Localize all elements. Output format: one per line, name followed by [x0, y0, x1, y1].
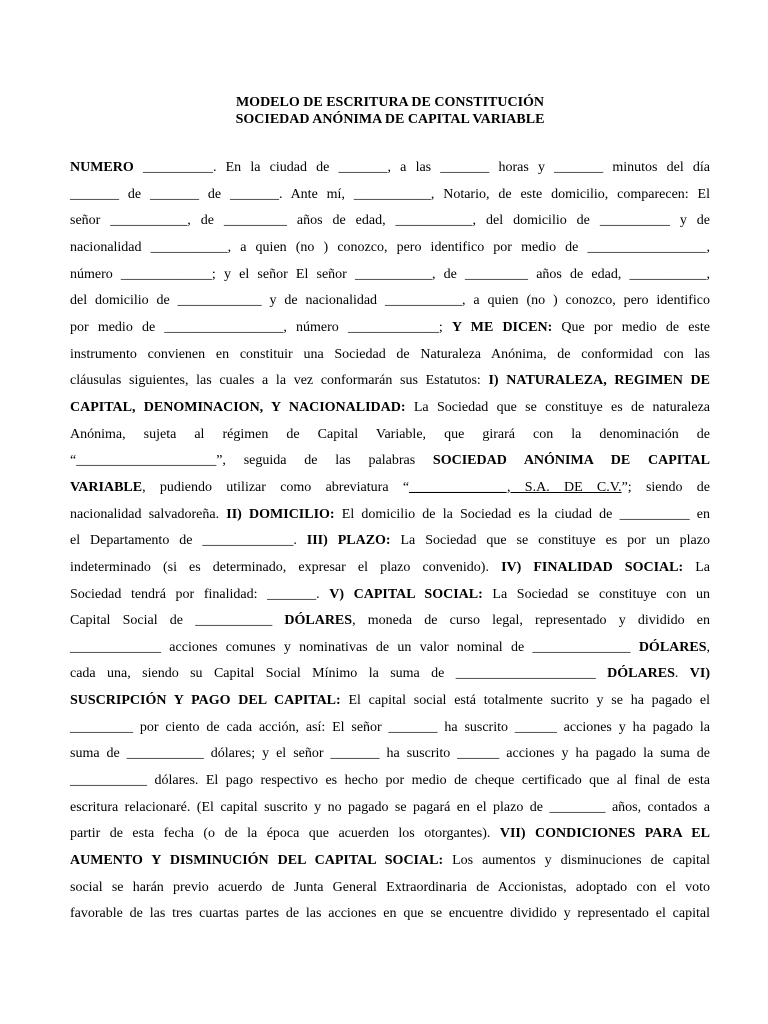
body-line — [70, 368, 710, 395]
body-line — [70, 235, 710, 262]
text-run: escritura relacionaré. (El capital suscrito y no pagado se pagará en el plazo de ________ años, contados a — [70, 799, 710, 815]
bold-text: VARIABLE — [70, 479, 143, 495]
text-run: Sociedad tendrá por finalidad: _______. — [70, 586, 330, 602]
body-line — [70, 502, 710, 529]
body-line — [70, 688, 710, 715]
text-run: _______ de _______ de _______. Ante mí, ___________, Notario, de este domicilio, comparecen: El — [70, 186, 710, 202]
bold-text: III) PLAZO: — [306, 533, 391, 549]
body-line — [70, 555, 710, 582]
body-line — [70, 821, 710, 848]
text-run: cláusulas siguientes, las cuales a la vez conformarán sus Estatutos: — [70, 373, 489, 389]
text-run: suma de ___________ dólares; y el señor _______ ha suscrito ______ acciones y ha pagado la suma de — [70, 746, 710, 762]
bold-text: I) NATURALEZA, REGIMEN DE — [488, 373, 710, 389]
text-run: Capital Social de ___________ — [70, 613, 285, 629]
text-run: instrumento convienen en constituir una Sociedad de Naturaleza Anónima, de conformidad con las — [70, 346, 710, 362]
text-run: . — [674, 666, 690, 682]
body-line — [70, 795, 710, 822]
body-line — [70, 741, 710, 768]
text-run: “____________________”, seguida de las palabras — [70, 453, 433, 469]
body-line — [70, 715, 710, 742]
bold-text: SOCIEDAD ANÓNIMA DE CAPITAL — [432, 453, 710, 469]
text-run: social se harán previo acuerdo de Junta General Extraordinaria de Accionistas, adoptado con el voto — [70, 879, 710, 895]
text-run: nacionalidad salvadoreña. — [70, 506, 227, 522]
text-run: El domicilio de la Sociedad es la ciudad de __________ en — [334, 506, 710, 522]
bold-text: VI) — [689, 666, 710, 682]
body-line — [70, 875, 710, 902]
body-line — [70, 422, 710, 449]
text-run: _________ por ciento de cada acción, así: El señor _______ ha suscrito ______ acciones y ha pagado la — [70, 719, 710, 735]
body-line — [70, 528, 710, 555]
body-line — [70, 155, 710, 182]
body-line — [70, 315, 710, 342]
text-run: Los aumentos y disminuciones de capital — [443, 853, 710, 869]
bold-text: SUSCRIPCIÓN Y PAGO DEL CAPITAL: — [70, 693, 341, 709]
bold-text: II) DOMICILIO: — [226, 506, 335, 522]
bold-text: IV) FINALIDAD SOCIAL: — [501, 559, 684, 575]
text-run: Anónima, sujeta al régimen de Capital Variable, que girará con la denominación de — [70, 426, 710, 442]
text-run: indeterminado (si es determinado, expresar el plazo convenido). — [70, 559, 502, 575]
body-line — [70, 475, 710, 502]
text-run: nacionalidad ___________, a quien (no ) conozco, pero identifico por medio de _________________, — [70, 239, 710, 255]
bold-text: NUMERO — [70, 160, 134, 175]
text-run: ”; siendo de — [621, 479, 711, 495]
body-line — [70, 582, 710, 609]
text-run: El capital social está totalmente sucrito y se ha pagado el — [340, 693, 710, 709]
text-run: Que por medio de este — [552, 319, 710, 335]
body-line — [70, 208, 710, 235]
bold-text: DÓLARES — [607, 666, 675, 682]
text-run: por medio de _________________, número _____________; — [70, 319, 452, 335]
text-run: La Sociedad que se constituye es por un plazo — [390, 533, 710, 549]
document-page — [70, 94, 710, 928]
bold-text: V) CAPITAL SOCIAL: — [329, 586, 483, 602]
text-run: señor ___________, de _________ años de edad, ___________, del domicilio de __________ y de — [70, 213, 710, 229]
body-line — [70, 288, 710, 315]
body-line — [70, 635, 710, 662]
bold-text: DÓLARES — [638, 639, 707, 655]
text-run: número _____________; y el señor El señor ___________, de _________ años de edad, ___________, — [70, 266, 710, 282]
bold-text: CAPITAL, DENOMINACION, Y NACIONALIDAD: — [70, 399, 406, 415]
text-run: el Departamento de _____________. — [70, 533, 307, 549]
document-title — [70, 94, 710, 128]
text-run: cada una, siendo su Capital Social Mínimo la suma de ____________________ — [70, 666, 608, 682]
body-line — [70, 608, 710, 635]
body-line — [70, 448, 710, 475]
text-run: __________. En la ciudad de _______, a las _______ horas y _______ minutos del día — [133, 160, 710, 175]
bold-text: AUMENTO Y DISMINUCIÓN DEL CAPITAL SOCIAL: — [70, 853, 444, 869]
bold-text: DÓLARES — [284, 613, 353, 629]
body-line — [70, 395, 710, 422]
body-line — [70, 661, 710, 688]
text-run: La — [683, 559, 711, 575]
text-run: , — [706, 639, 710, 655]
body-line — [70, 848, 710, 875]
text-run: _____________ acciones comunes y nominativas de un valor nominal de ______________ — [70, 639, 639, 655]
bold-text: Y ME DICEN: — [451, 319, 553, 335]
text-run: La Sociedad que se constituye es de naturaleza — [405, 399, 710, 415]
body-line — [70, 262, 710, 289]
document-body — [70, 155, 710, 928]
body-line — [70, 182, 710, 209]
title-line-2: SOCIEDAD ANÓNIMA DE CAPITAL VARIABLE — [235, 112, 545, 127]
body-line — [70, 342, 710, 369]
text-run: , moneda de curso legal, representado y dividido en — [352, 613, 710, 629]
text-run: ___________ dólares. El pago respectivo es hecho por medio de cheque certificado que al final de esta — [70, 773, 710, 789]
text-run: La Sociedad se constituye con un — [482, 586, 711, 602]
body-line — [70, 901, 710, 928]
text-run: , pudiendo utilizar como abreviatura “ — [142, 479, 410, 495]
body-line — [70, 768, 710, 795]
bold-text: VII) CONDICIONES PARA EL — [499, 826, 710, 842]
text-run: del domicilio de ____________ y de nacionalidad ___________, a quien (no ) conozco, pero identifico — [70, 293, 710, 309]
underlined-text: ______________, S.A. DE C.V. — [409, 479, 622, 495]
text-run: favorable de las tres cuartas partes de las acciones en que se encuentre dividido y representado el capital — [70, 906, 710, 922]
title-line-1: MODELO DE ESCRITURA DE CONSTITUCIÓN — [235, 95, 545, 110]
text-run: partir de esta fecha (o de la época que acuerden los otorgantes). — [70, 826, 500, 842]
